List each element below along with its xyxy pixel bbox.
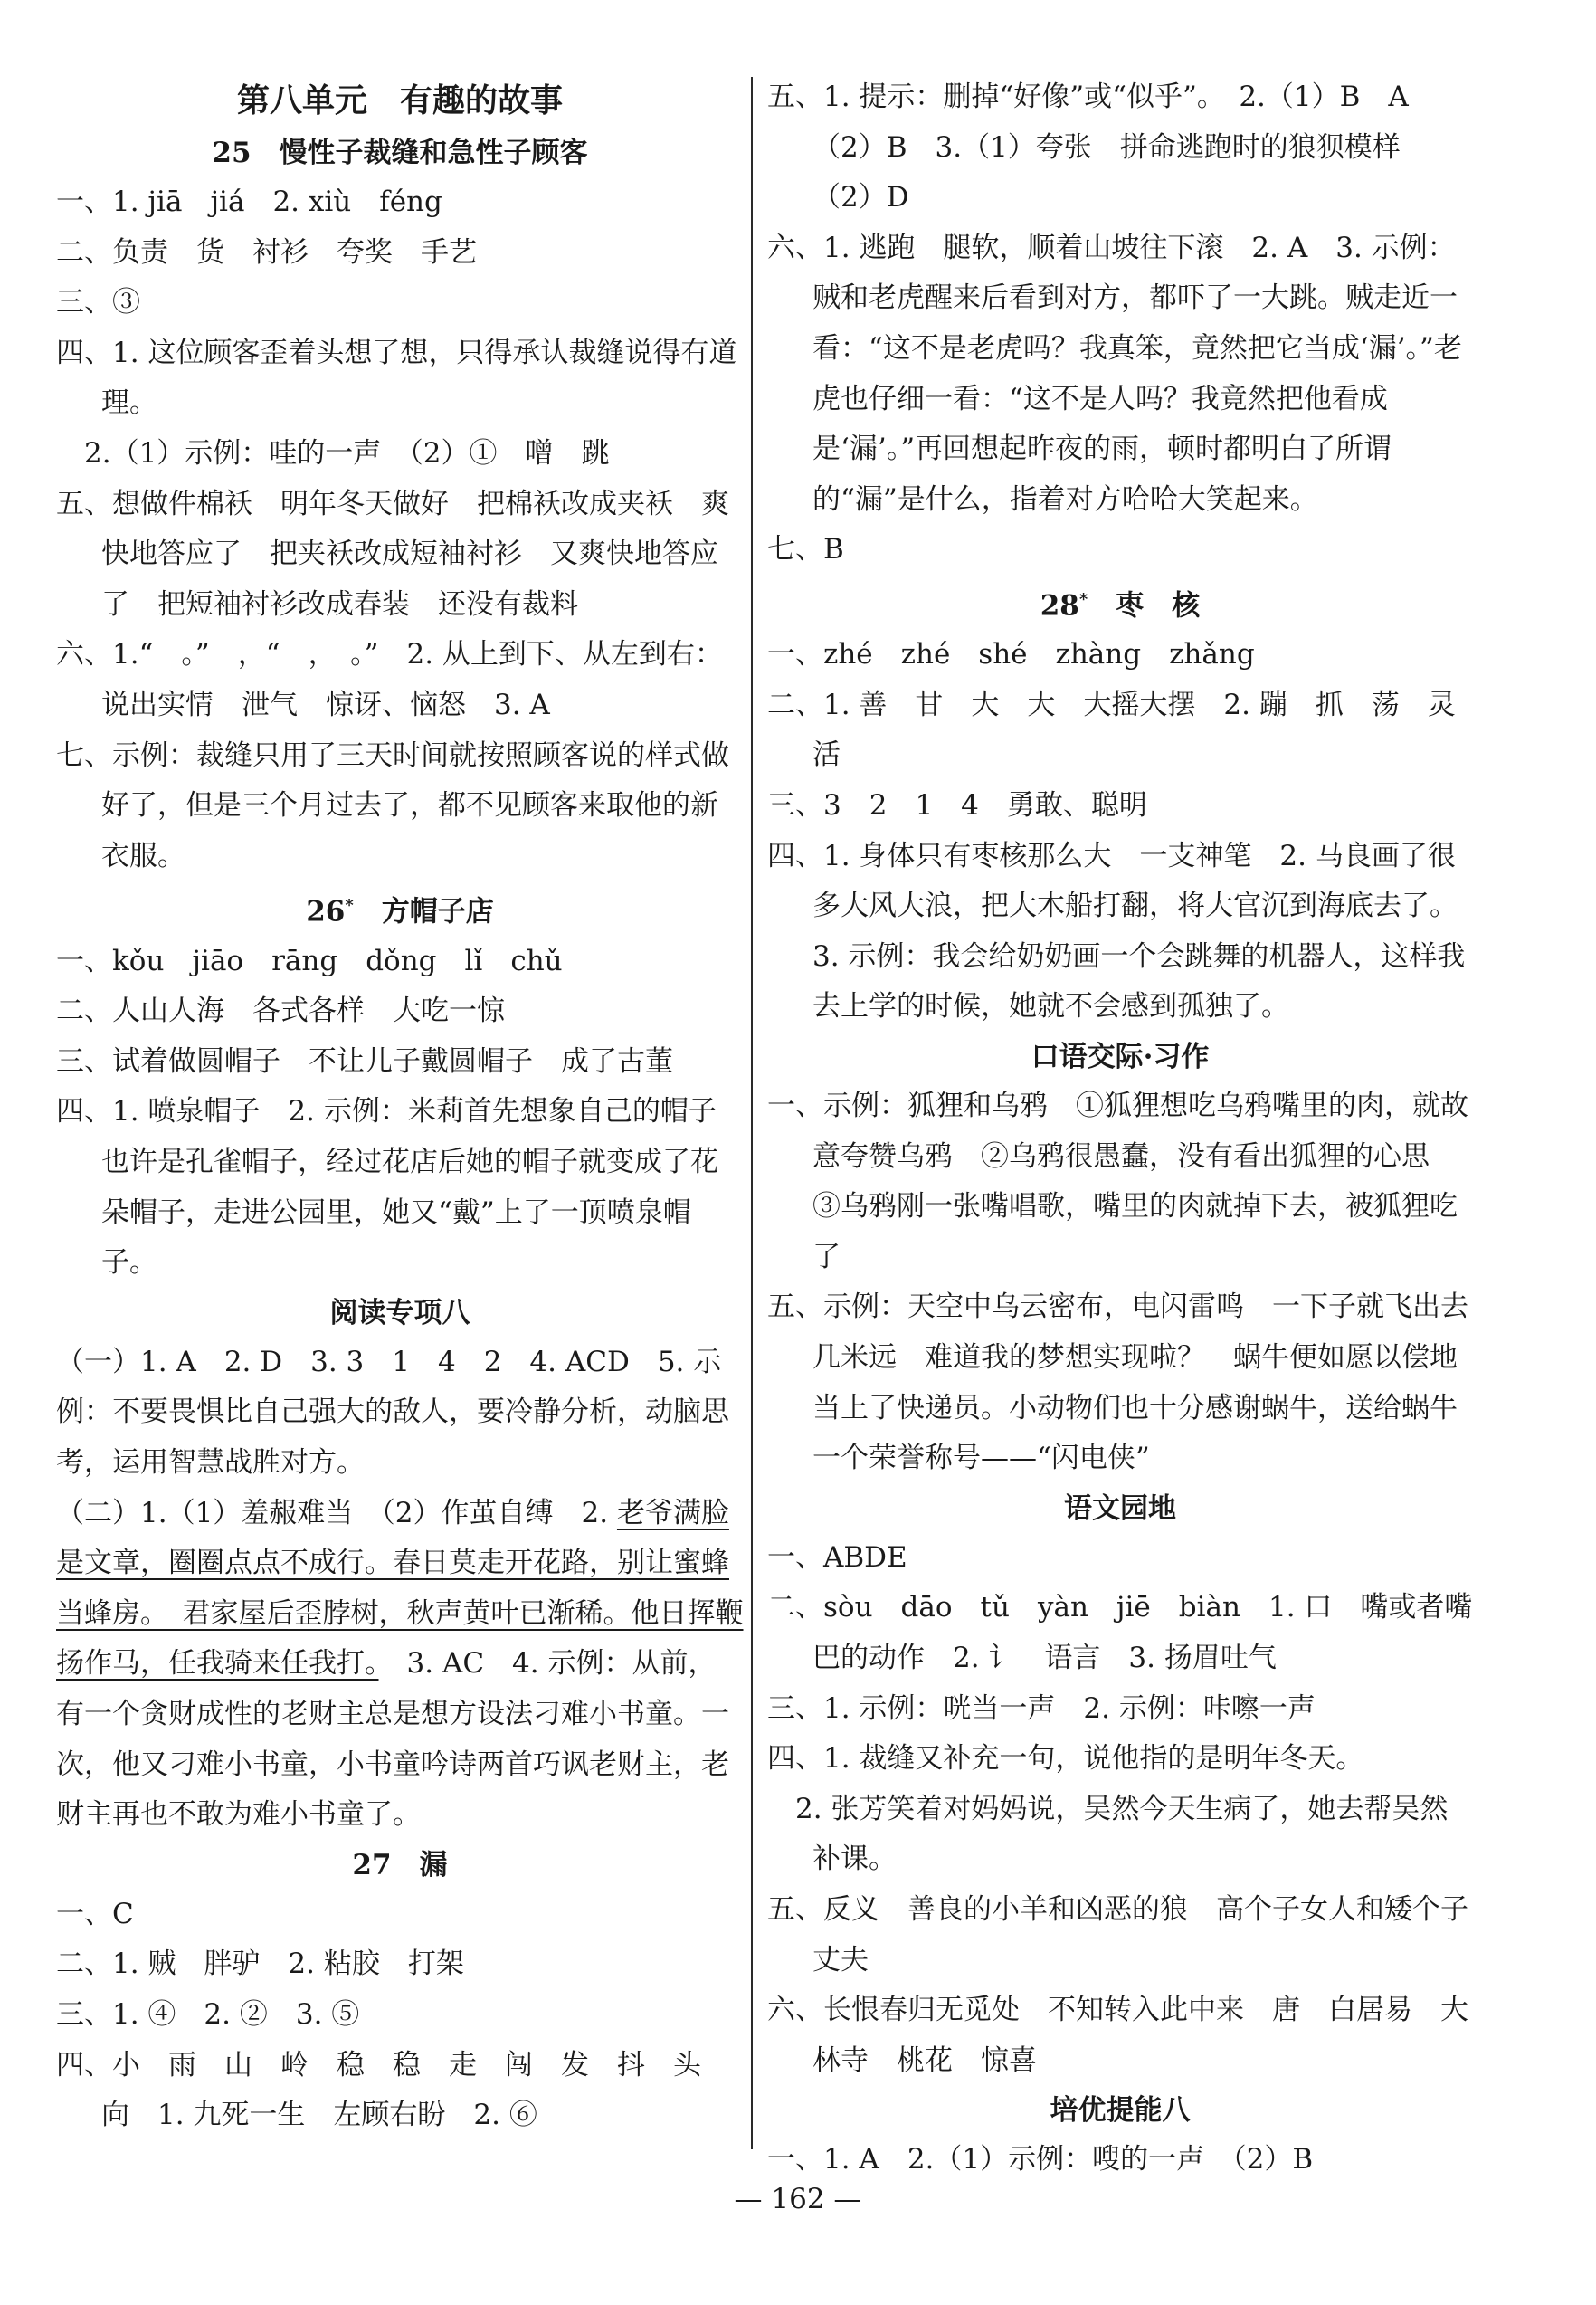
lesson-26-title: [56, 881, 744, 936]
page-number: — 162 —: [734, 2183, 862, 2215]
lesson-28-title: [767, 576, 1473, 630]
reading-8-title: 阅读专项八: [329, 1296, 470, 1329]
lesson-25-line: 四、1. 这位顾客歪着头想了想，只得承认裁缝说得有道理。: [56, 336, 737, 420]
lesson-25-title: 25 慢性子裁缝和急性子顾客: [212, 137, 588, 169]
chinese-garden-line: 六、长恨春归无觅处 不知转入此中来 唐 白居易 大林寺 桃花 惊喜: [767, 1994, 1468, 2077]
reading-8-part-2-intro: （二）1.（1）羞赧难当 （2）作茧自缚 2.: [56, 1496, 617, 1529]
lesson-number: 26: [306, 895, 346, 929]
lesson-26-line: 二、人山人海 各式各样 大吃一惊: [56, 995, 505, 1028]
lesson-number: 28: [1040, 589, 1079, 623]
lesson-27-cont-line: 六、1. 逃跑 腿软，顺着山坡往下滚 2. A 3. 示例：贼和老虎醒来后看到对方，都吓了一大跳。贼走近一看：“这不是老虎吗？我真笨，竟然把它当成‘漏’。”老虎也仔细一看：“这不是人吗？我竟然把他看成是‘漏’。”再回想起昨夜的雨，顿时都明白了所谓的“漏”是什么，指着对方哈哈大笑起来。: [767, 231, 1462, 516]
boost-8-title: 培优提能八: [1050, 2094, 1191, 2128]
lesson-25-line: 2.（1）示例：哇的一声 （2）① 噌 跳: [56, 436, 610, 470]
right-column: [767, 72, 1473, 2186]
oral-writing-line: 五、示例：天空中乌云密布，电闪雷鸣 一下子就飞出去几米远 难道我的梦想实现啦？ 蜗牛便如愿以偿地当上了快递员。小动物们也十分感谢蜗牛，送给蜗牛一个荣誉称号——“闪电侠”: [767, 1291, 1468, 1475]
reading-8-part-1: （一）1. A 2. D 3. 3 1 4 2 4. ACD 5. 示例：不要畏惧比自己强大的敌人，要冷静分析，动脑思考，运用智慧战胜对方。: [56, 1345, 729, 1479]
optional-star: *: [1078, 589, 1088, 609]
underlined-answer: 老爷满脸是文章，圈圈点点不成行。春日莫走开花路，别让蜜蜂当蜂房。 君家屋后歪脖树，秋声黄叶已渐稀。他日挥鞭扬作马，任我骑来任我打。: [56, 1496, 744, 1681]
lesson-28-line: 一、zhé zhé shé zhàng zhǎng: [767, 638, 1255, 671]
lesson-28-line: 二、1. 善 甘 大 大 大摇大摆 2. 蹦 抓 荡 灵活: [767, 688, 1456, 772]
lesson-25-line: 二、负责 货 衬衫 夸奖 手艺: [56, 235, 477, 269]
lesson-27-line: 四、小 雨 山 岭 稳 稳 走 闯 发 抖 头 向 1. 九死一生 左顾右盼 2. ⑥: [56, 2048, 729, 2132]
chinese-garden-title: 语文园地: [1064, 1491, 1176, 1525]
boost-8-line: 一、1. A 2.（1）示例：嗖的一声 （2）B: [767, 2143, 1314, 2176]
lesson-28-line: 三、3 2 1 4 勇敢、聪明: [767, 789, 1147, 823]
oral-writing-title: 口语交际·习作: [1031, 1041, 1210, 1074]
chinese-garden-line: 2. 张芳笑着对妈妈说，吴然今天生病了，她去帮吴然补课。: [767, 1792, 1449, 1876]
lesson-25-line: 六、1.“ 。” ，“ ， 。” 2. 从上到下、从左到右：说出实情 泄气 惊讶、恼怒 3. A: [56, 638, 723, 721]
reading-8-part-2: [56, 1489, 744, 1841]
lesson-26-line: 一、kǒu jiāo rāng dǒng lǐ chǔ: [56, 944, 563, 977]
chinese-garden-line: 四、1. 裁缝又补充一句，说他指的是明年冬天。: [767, 1742, 1364, 1776]
lesson-27-title: 27 漏: [352, 1848, 448, 1881]
left-column: [56, 72, 744, 2141]
lesson-name: 方帽子店: [353, 895, 494, 929]
lesson-27-cont-line: 五、1. 提示：删掉“好像”或“似乎”。 2.（1）B A （2）B 3.（1）夸张 拼命逃跑时的狼狈模样 （2）D: [767, 81, 1437, 214]
lesson-28-line: 四、1. 身体只有枣核那么大 一支神笔 2. 马良画了很多大风大浪，把大木船打翻，将大官沉到海底去了。 3. 示例：我会给奶奶画一个会跳舞的机器人，这样我去上学的时候，她就不会感到孤独了。: [767, 839, 1472, 1024]
column-divider: [751, 77, 753, 2149]
unit-title: 第八单元 有趣的故事: [236, 81, 563, 119]
lesson-25-line: 五、想做件棉袄 明年冬天做好 把棉袄改成夹袄 爽快地答应了 把夹袄改成短袖衬衫 又爽快地答应了 把短袖衬衫改成春装 还没有裁料: [56, 487, 729, 621]
lesson-27-line: 三、1. ④ 2. ② 3. ⑤: [56, 1997, 360, 2031]
oral-writing-line: 一、示例：狐狸和乌鸦 ①狐狸想吃乌鸦嘴里的肉，就故意夸赞乌鸦 ②乌鸦很愚蠢，没有看出狐狸的心思 ③乌鸦刚一张嘴唱歌，嘴里的肉就掉下去，被狐狸吃了: [767, 1090, 1468, 1273]
reading-8-part-2-rest: 3. AC 4. 示例：从前，有一个贪财成性的老财主总是想方设法刁难小书童。一次，他又刁难小书童，小书童吟诗两首巧讽老财主，老财主再也不敢为难小书童了。: [56, 1647, 729, 1832]
lesson-25-line: 三、③: [56, 286, 140, 319]
chinese-garden-line: 一、ABDE: [767, 1540, 907, 1574]
chinese-garden-line: 二、sòu dāo tǔ yàn jiē biàn 1. 口 嘴或者嘴巴的动作 2. 讠 语言 3. 扬眉吐气: [767, 1591, 1473, 1674]
lesson-26-line: 四、1. 喷泉帽子 2. 示例：米莉首先想象自己的帽子也许是孔雀帽子，经过花店后她的帽子就变成了花朵帽子，走进公园里，她又“戴”上了一顶喷泉帽子。: [56, 1095, 718, 1280]
lesson-26-line: 三、试着做圆帽子 不让儿子戴圆帽子 成了古董: [56, 1044, 673, 1078]
lesson-name: 枣 核: [1088, 589, 1201, 623]
lesson-25-line: 七、示例：裁缝只用了三天时间就按照顾客说的样式做好了，但是三个月过去了，都不见顾客来取他的新衣服。: [56, 738, 729, 872]
lesson-27-line: 一、C: [56, 1897, 134, 1930]
optional-star: *: [345, 896, 354, 916]
chinese-garden-line: 三、1. 示例：咣当一声 2. 示例：咔嚓一声: [767, 1691, 1316, 1725]
lesson-25-line: 一、1. jiā jiá 2. xiù féng: [56, 186, 442, 218]
lesson-27-line: 二、1. 贼 胖驴 2. 粘胶 打架: [56, 1948, 464, 1981]
lesson-27-cont-line: 七、B: [767, 533, 844, 567]
chinese-garden-line: 五、反义 善良的小羊和凶恶的狼 高个子女人和矮个子丈夫: [767, 1892, 1468, 1976]
